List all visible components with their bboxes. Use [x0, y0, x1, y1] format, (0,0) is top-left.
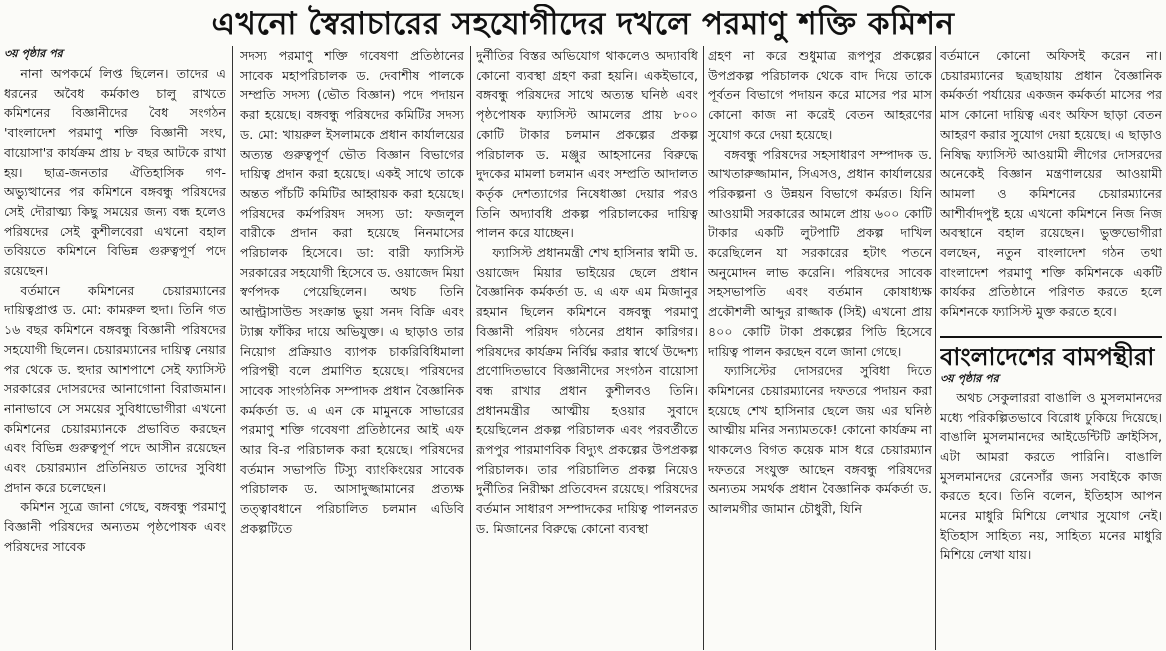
column-divider — [703, 46, 704, 650]
second-article-headline: বাংলাদেশের বামপন্থীরা — [940, 336, 1162, 372]
column-divider — [935, 46, 936, 650]
article-column-5 — [940, 46, 1162, 650]
paragraph: ফ্যাসিস্ট প্রধানমন্ত্রী শেখ হাসিনার স্বামী ড. ওয়াজেদ মিয়ার ভাইয়ের ছেলে প্রধান বৈজ্ঞানিক কর্মকর্তা ড. এ এফ এম মিজানুর রহমান ছিলেন কমিশনে বঙ্গবন্ধু পরমাণু বিজ্ঞানী পরিষদ গঠনের প্রধান কারিগর। পরিষদের কার্যক্রম নির্বিঘ্ন করার স্বার্থে উদ্দেশ্য প্রণোদিতভাবে বিজ্ঞানীদের সংগঠন বায়োসা বন্ধ রাখার প্রধান কুশীলবও তিনি। প্রধানমন্ত্রীর আত্মীয় হওয়ার সুবাদে হয়েছিলেন প্রকল্প পরিচালক এবং পরবর্তীতে রূপপুর পারমাণবিক বিদ্যুৎ প্রকল্পের উপপ্রকল্প পরিচালক। তার পরিচালিত প্রকল্প নিয়েও দুর্নীতির নিরীক্ষা প্রতিবেদন রয়েছে। পরিষদের বর্তমান সাধারণ সম্পাদকের দায়িত্ব পালনরত ড. মিজানের বিরুদ্ধে কোনো ব্যবস্থা — [476, 245, 698, 536]
second-article-continued-label: ৩য় পৃষ্ঠার পর — [940, 371, 999, 385]
continued-from-label: ৩য় পৃষ্ঠার পর — [4, 47, 63, 60]
article-headline: এখনো স্বৈরাচারের সহযোগীদের দখলে পরমাণু শক্তি কমিশন — [211, 6, 955, 42]
article-column-4 — [708, 46, 932, 650]
paragraph: অথচ সেকুলাররা বাঙালি ও মুসলমানদের মধ্যে পরিকল্পিতভাবে বিরোধ ঢুকিয়ে দিয়েছে। বাঙালি মুসলমানদের আইডেন্টিটি ক্রাইসিস, এটা আমরা করতে পারিনি। বাঙালি মুসলমানদের রেনেসাঁর জন্য সবাইকে কাজ করতে হবে। তিনি বলেন, ইতিহাস আপন মনের মাধুরি মিশিয়ে লেখার সুযোগ নেই। ইতিহাস সাহিত্য নয়, সাহিত্য মনের মাধুরি মিশিয়ে লেখা যায়। — [940, 389, 1162, 563]
article-column-3 — [476, 46, 698, 650]
column-divider — [232, 46, 233, 650]
paragraph: সদস্য পরমাণু শক্তি গবেষণা প্রতিষ্ঠানের সাবেক মহাপরিচালক ড. দেবাশীষ পালকে সম্প্রতি সদস্য (ভৌত বিজ্ঞান) পদে পদায়ন করা হয়েছে। বঙ্গবন্ধু পরিষদের কমিটির সদস্য ড. মো: খায়রুল ইসলামকে প্রধান কার্যালয়ের অত্যন্ত গুরুত্বপূর্ণ ভৌত বিজ্ঞান বিভাগের দায়িত্ব প্রদান করা হয়েছে। একই সাথে তাকে অন্তত পাঁচটি কমিটির আহ্বায়ক করা হয়েছে। পরিষদের কর্মপরিষদ সদস্য ডা: ফজলুল বারীকে প্রদান করা হয়েছে নিনমাসের পরিচালক হিসেবে। ডা: বারী ফ্যাসিস্ট সরকারের সহযোগী হিসেবে ড. ওয়াজেদ মিয়া স্বর্ণপদক পেয়েছিলেন। অথচ তিনি আল্ট্রাসাউন্ড সংক্রান্ত ভুয়া সনদ বিক্রি এবং ট্যাক্স ফাঁকির দায়ে অভিযুক্ত। এ ছাড়াও তার নিয়োগ প্রক্রিয়াও ব্যাপক চাকরিবিধিমালা পরিপন্থী বলে প্রমাণিত হয়েছে। পরিষদের সাবেক সাংগঠনিক সম্পাদক প্রধান বৈজ্ঞানিক কর্মকর্তা ড. এ এন কে মামুনকে সাভারের পরমাণু শক্তি গবেষণা প্রতিষ্ঠানের আই এফ আর বি-র পরিচালক করা হয়েছে। পরিষদের বর্তমান সভাপতি টিস্যু ব্যাংকিংয়ের সাবেক পরিচালক ড. আসাদুজ্জামানের প্রত্যক্ষ তত্ত্বাবধানে পরিচালিত চলমান এডিবি প্রকল্পটিতে — [240, 48, 464, 536]
paragraph: বর্তমানে কোনো অফিসই করেন না। চেয়ারম্যানের ছত্রছায়ায় প্রধান বৈজ্ঞানিক কর্মকর্তা পর্যায়ের একজন কর্মকর্তা মাসের পর মাস কোনো দায়িত্ব এবং অফিস ছাড়া বেতন আহরণ করার সুযোগ দেয়া হয়েছে। এ ছাড়াও নিষিদ্ধ ফ্যাসিস্ট আওয়ামী লীগের দোসরদের অনেকেই বিজ্ঞান মন্ত্রণালয়ের আওয়ামী আমলা ও কমিশনের চেয়ারম্যানের আশীর্বাদপুষ্ট হয়ে এখনো কমিশনে নিজ নিজ অবস্থানে বহাল রয়েছেন। ভুক্তভোগীরা বলছেন, নতুন বাংলাদেশ গঠন তথা বাংলাদেশ পরমাণু শক্তি কমিশনকে একটি কার্যকর প্রতিষ্ঠানে পরিণত করতে হলে কমিশনকে ফ্যাসিস্ট মুক্ত করতে হবে। — [940, 48, 1162, 320]
article-column-1 — [4, 46, 226, 650]
paragraph: দুর্নীতির বিস্তর অভিযোগ থাকলেও অদ্যাবধি কোনো ব্যবস্থা গ্রহণ করা হয়নি। একইভাবে, বঙ্গবন্ধু পরিষদের সাথে অত্যন্ত ঘনিষ্ঠ এবং পৃষ্ঠপোষক ফ্যাসিস্ট আমলের প্রায় ৮০০ কোটি টাকার চলমান প্রকল্পের প্রকল্প পরিচালক ড. মঞ্জুর আহসানের বিরুদ্ধে দুদকের মামলা চলমান এবং সম্প্রতি আদালত কর্তৃক দেশত্যাগের নিষেধাজ্ঞা দেয়ার পরও তিনি অদ্যাবধি প্রকল্প পরিচালকের দায়িত্ব পালন করে যাচ্ছেন। — [476, 48, 698, 241]
paragraph: কমিশন সূত্রে জানা গেছে, বঙ্গবন্ধু পরমাণু বিজ্ঞানী পরিষদের অন্যতম পৃষ্ঠপোষক এবং পরিষদের সাবেক — [4, 499, 226, 554]
paragraph: বঙ্গবন্ধু পরিষদের সহসাধারণ সম্পাদক ড. আখতারুজ্জামান, সিএসও, প্রধান কার্যালয়ের পরিকল্পনা ও উন্নয়ন বিভাগে কর্মরত। যিনি আওয়ামী সরকারের আমলে প্রায় ৬০০ কোটি টাকার একটি লুটপাটি প্রকল্প দাখিল করেছিলেন যা সরকারের হটাৎ পতনে অনুমোদন লাভ করেনি। পরিষদের সাবেক সহসভাপতি এবং বর্তমান কোষাধ্যক্ষ প্রকৌশলী আব্দুর রাজ্জাক (সিই) এখনো প্রায় ৪০০ কোটি টাকা প্রকল্পের পিডি হিসেবে দায়িত্ব পালন করছেন বলে জানা গেছে। — [708, 146, 932, 359]
column-divider — [470, 46, 471, 650]
paragraph: ফ্যাসিস্টের দোসরদের সুবিধা দিতে কমিশনের চেয়ারম্যানের দফতরে পদায়ন করা হয়েছে শেখ হাসিনার ছেলে জয় এর ঘনিষ্ঠ আত্মীয় মনির সন্যামতকে! কোনো কার্যক্রম না থাকলেও বিগত কয়েক মাস ধরে চেয়ারম্যান দফতরে সংযুক্ত আছেন বঙ্গবন্ধু পরিষদের অন্যতম সমর্থক প্রধান বৈজ্ঞানিক কর্মকর্তা ড. আলমগীর জামান চৌধুরী, যিনি — [708, 363, 932, 517]
paragraph: বর্তমানে কমিশনের চেয়ারম্যানের দায়িত্বপ্রাপ্ত ড. মো: কামরুল হুদা। তিনি গত ১৬ বছর কমিশনে বঙ্গবন্ধু বিজ্ঞানী পরিষদের সহযোগী ছিলেন। চেয়ারম্যানের দায়িত্ব নেয়ার পর থেকে ড. হুদার আশপাশে সেই ফ্যাসিস্ট সরকারের দোসরদের আনাগোনা বিরাজমান। নানাভাবে সে সময়ের সুবিধাভোগীরা এখনো কমিশনের চেয়ারম্যানকে প্রভাবিত করছেন এবং বিভিন্ন গুরুত্বপূর্ণ পদে আসীন রয়েছেন এবং চেয়ারম্যান প্রতিনিয়ত তাদের সুবিধা প্রদান করে চলেছেন। — [4, 282, 226, 495]
paragraph: নানা অপকর্মে লিপ্ত ছিলেন। তাদের এ ধরনের অবৈধ কর্মকাণ্ড চালু রাখতে কমিশনের বিজ্ঞানীদের বৈধ সংগঠন 'বাংলাদেশ পরমাণু শক্তি বিজ্ঞানী সংঘ, বায়োসা'র কার্যক্রম প্রায় ৮ বছর আটকে রাখা হয়। ছাত্র-জনতার ঐতিহাসিক গণ-অভ্যুত্থানের পর কমিশনে বঙ্গবন্ধু পরিষদের সেই দৌরাত্ম্য কিছু সময়ের জন্য বন্ধ হলেও পরিষদের সেই কুশীলবেরা এখনো বহাল তবিয়তে কমিশনে বিভিন্ন গুরুত্বপূর্ণ পদে রয়েছেন। — [4, 66, 226, 279]
paragraph: গ্রহণ না করে শুধুমাত্র রূপপুর প্রকল্পের উপপ্রকল্প পরিচালক থেকে বাদ দিয়ে তাকে পূর্বতন বিভাগে পদায়ন করে মাসের পর মাস কোনো কাজ না করেই বেতন আহরণের সুযোগ করে দেয়া হয়েছে। — [708, 48, 932, 142]
article-column-2 — [240, 46, 464, 650]
